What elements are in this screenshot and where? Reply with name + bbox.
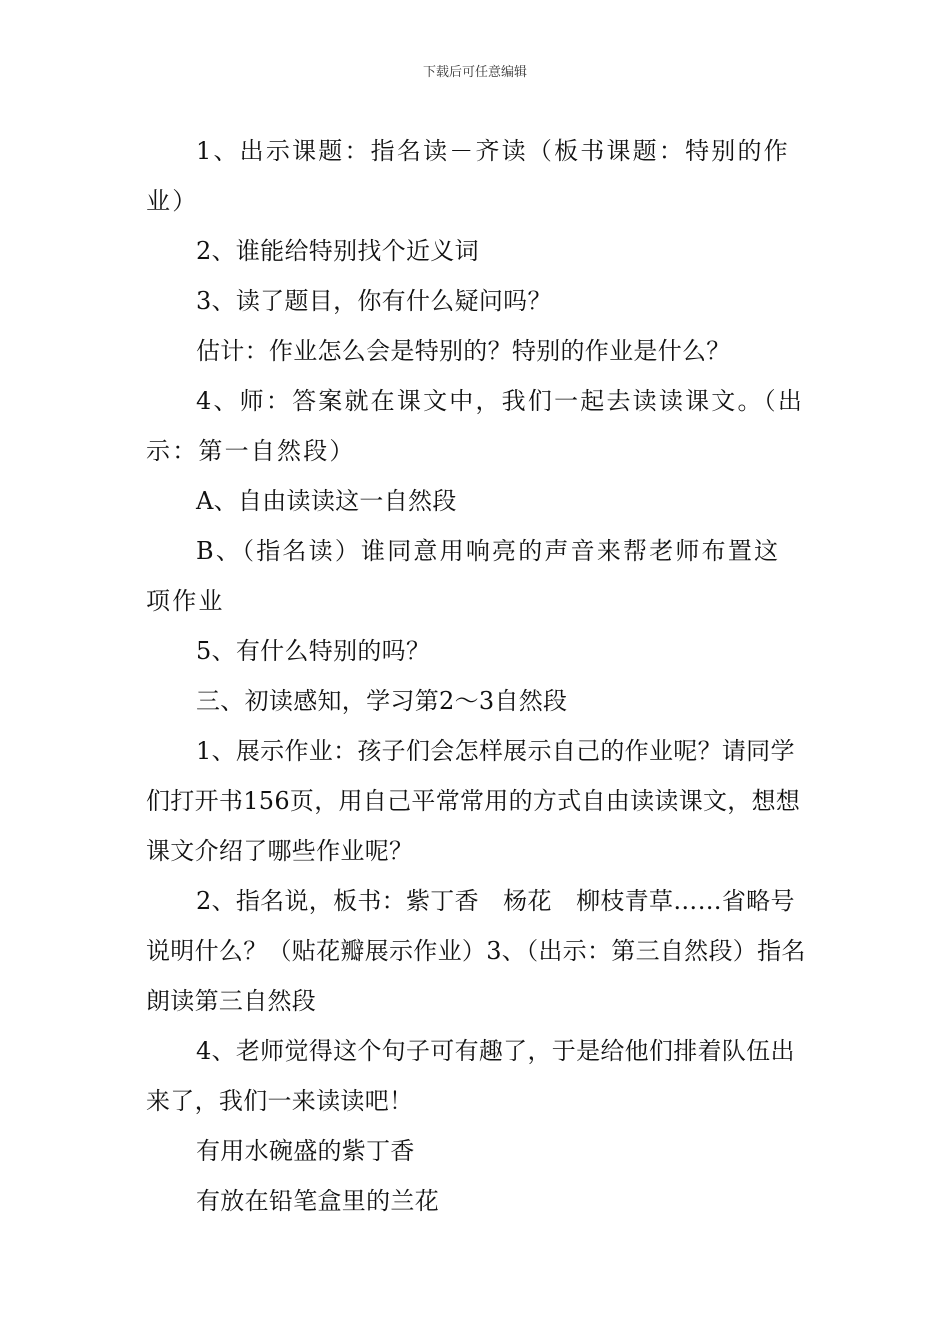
paragraph-8: 5、有什么特别的吗？ [196, 637, 431, 665]
section-heading-3: 三、初读感知，学习第2～3自然段 [196, 687, 568, 715]
document-body [146, 126, 806, 1226]
paragraph-1: 1、出示课题：指名读－齐读（板书课题：特别的作业） [146, 137, 790, 215]
paragraph-4: 估计：作业怎么会是特别的？特别的作业是什么？ [196, 337, 731, 365]
paragraph-5: 4、师：答案就在课文中，我们一起去读读课文。（出示：第一自然段） [146, 387, 805, 465]
paragraph-10: 2、指名说，板书：紫丁香 杨花 柳枝青草……省略号说明什么？（贴花瓣展示作业）3、（出示：第三自然段）指名朗读第三自然段 [146, 887, 806, 1015]
paragraph-9: 1、展示作业：孩子们会怎样展示自己的作业呢？请同学们打开书156页，用自己平常常用的方式自由读读课文，想想课文介绍了哪些作业呢？ [146, 737, 801, 865]
paragraph-13: 有放在铅笔盒里的兰花 [196, 1187, 439, 1215]
paragraph-7: B、（指名读）谁同意用响亮的声音来帮老师布置这项作业 [146, 537, 781, 615]
paragraph-2: 2、谁能给特别找个近义词 [196, 237, 479, 265]
page-header-note: 下载后可任意编辑 [422, 65, 527, 80]
paragraph-12: 有用水碗盛的紫丁香 [196, 1137, 415, 1165]
paragraph-11: 4、老师觉得这个句子可有趣了，于是给他们排着队伍出来了，我们一来读读吧！ [146, 1037, 795, 1115]
paragraph-3: 3、读了题目，你有什么疑问吗？ [196, 287, 552, 315]
paragraph-6: A、自由读读这一自然段 [196, 487, 457, 515]
